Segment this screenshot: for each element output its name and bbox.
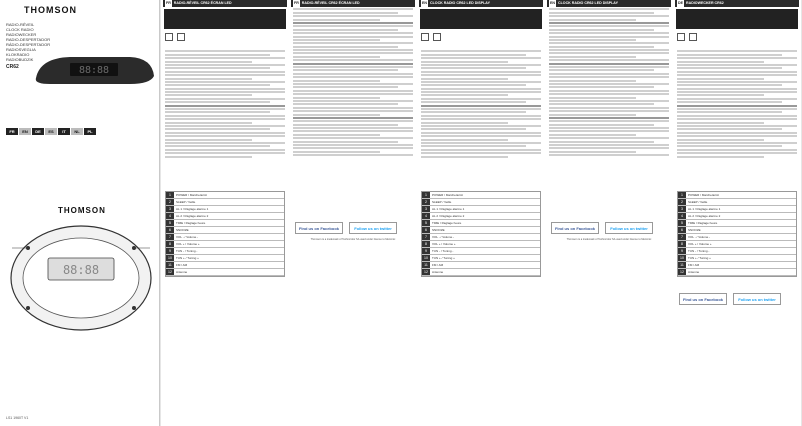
- svg-text:88:88: 88:88: [62, 263, 100, 277]
- language-tab: DE: [32, 128, 44, 135]
- facebook-badge: Find us on Facebook: [295, 222, 343, 234]
- legend-row: 5 TIME / Réglage heure: [166, 220, 284, 227]
- controls-legend-table: [677, 191, 797, 277]
- manual-column: [419, 0, 543, 426]
- product-title: RADIO-DESPERTADOR: [6, 37, 51, 42]
- product-title: RÁDIO-DESPERTADOR: [6, 42, 51, 47]
- column-header: DE RADIOWECKER CR62: [675, 0, 799, 7]
- legend-row: 2 SLEEP / Veille: [166, 199, 284, 206]
- legend-row: 4 AL 2 / Réglage alarme 2: [422, 213, 540, 220]
- legend-row: 9 TUN - / Tuning -: [678, 248, 796, 255]
- legend-row: 5 TIME / Réglage heure: [422, 220, 540, 227]
- legend-row: 11 FM / AM: [166, 262, 284, 269]
- social-links: [551, 222, 667, 234]
- twitter-badge: Follow us on twitter: [733, 293, 781, 305]
- legend-row: 4 AL 2 / Réglage alarme 2: [678, 213, 796, 220]
- legend-row: 2 SLEEP / Veille: [422, 199, 540, 206]
- controls-legend-table: [165, 191, 285, 277]
- manual-column: [291, 0, 415, 426]
- legend-row: 11 FM / AM: [678, 262, 796, 269]
- legend-row: 11 FM / AM: [422, 262, 540, 269]
- controls-legend-table: [421, 191, 541, 277]
- legend-row: 12 Antenne: [678, 269, 796, 276]
- legend-row: 2 SLEEP / Veille: [678, 199, 796, 206]
- product-title: RADIOWECKER: [6, 32, 37, 37]
- legend-row: 10 TUN + / Tuning +: [166, 255, 284, 262]
- product-title: RADIO-RÉVEIL: [6, 22, 35, 27]
- document-code: LS1 1960T V1: [6, 416, 29, 420]
- legend-row: 8 VOL + / Volume +: [678, 241, 796, 248]
- column-header: EN CLOCK RADIO CR62 LED DISPLAY: [419, 0, 543, 7]
- legend-row: 4 AL 2 / Réglage alarme 2: [166, 213, 284, 220]
- legend-row: 7 VOL - / Volume -: [678, 234, 796, 241]
- legend-row: 1 POWER / Marche/arrêt: [166, 192, 284, 199]
- trademark-notice: Thomson is a trademark of Technicolor SA used under license to Metronic: [566, 237, 652, 241]
- svg-text:88:88: 88:88: [78, 65, 110, 76]
- clock-radio-diagram: [8, 218, 154, 336]
- legend-row: 12 Antenne: [166, 269, 284, 276]
- language-tab: IT: [58, 128, 70, 135]
- warning-icon: [165, 33, 173, 41]
- trademark-notice: Thomson is a trademark of Technicolor SA used under license to Metronic: [310, 237, 396, 241]
- recycle-icon: [433, 33, 441, 41]
- manual-column: [163, 0, 287, 426]
- warning-block: [164, 9, 286, 29]
- legend-row: 10 TUN + / Tuning +: [678, 255, 796, 262]
- legend-row: 12 Antenne: [422, 269, 540, 276]
- legend-row: 1 POWER / Marche/arrêt: [422, 192, 540, 199]
- legend-row: 3 AL 1 / Réglage alarme 1: [166, 206, 284, 213]
- legend-row: 7 VOL - / Volume -: [422, 234, 540, 241]
- clock-radio-product-image: [30, 54, 156, 86]
- warning-block: [420, 9, 542, 29]
- legend-row: 6 SNOOZE: [166, 227, 284, 234]
- twitter-badge: Follow us on twitter: [605, 222, 653, 234]
- recycle-icon: [177, 33, 185, 41]
- legend-row: 7 VOL - / Volume -: [166, 234, 284, 241]
- column-header: FR RADIO-RÉVEIL CR62 ÉCRAN LED: [291, 0, 415, 7]
- legend-row: 9 TUN - / Tuning -: [166, 248, 284, 255]
- legend-row: 6 SNOOZE: [422, 227, 540, 234]
- language-tab: ES: [45, 128, 57, 135]
- language-tab: EN: [19, 128, 31, 135]
- language-tab: PL: [84, 128, 96, 135]
- column-header: EN CLOCK RADIO CR62 LED DISPLAY: [547, 0, 671, 7]
- cover-panel: [0, 0, 160, 426]
- product-title: CLOCK RADIO: [6, 27, 34, 32]
- legend-row: 3 AL 1 / Réglage alarme 1: [422, 206, 540, 213]
- language-selector-bar: [6, 128, 96, 135]
- legend-row: 8 VOL + / Volume +: [422, 241, 540, 248]
- recycle-icon: [689, 33, 697, 41]
- language-tab: NL: [71, 128, 83, 135]
- warning-icon: [677, 33, 685, 41]
- legend-row: 1 POWER / Marche/arrêt: [678, 192, 796, 199]
- warning-icon: [421, 33, 429, 41]
- column-header: [163, 0, 287, 7]
- product-title: RADIOBUDZIK: [6, 57, 34, 62]
- warning-block: [676, 9, 798, 29]
- product-title: KLOKRADIO: [6, 52, 30, 57]
- facebook-badge: Find us on Facebook: [679, 293, 727, 305]
- product-title: RADIOSVEGLIA: [6, 47, 36, 52]
- twitter-badge: Follow us on twitter: [349, 222, 397, 234]
- manual-spread: [161, 0, 801, 426]
- social-links: [295, 222, 411, 234]
- legend-row: 9 TUN - / Tuning -: [422, 248, 540, 255]
- column-title: RADIO-RÉVEIL CR62 ÉCRAN LED: [173, 1, 232, 5]
- language-tab: FR: [6, 128, 18, 135]
- brand-logo-secondary: THOMSON: [58, 206, 106, 215]
- social-links: [679, 293, 795, 305]
- manual-column: [675, 0, 799, 426]
- language-tag: FR: [166, 1, 171, 5]
- facebook-badge: Find us on Facebook: [551, 222, 599, 234]
- brand-logo: THOMSON: [24, 5, 77, 15]
- manual-column: [547, 0, 671, 426]
- legend-row: 10 TUN + / Tuning +: [422, 255, 540, 262]
- legend-row: 3 AL 1 / Réglage alarme 1: [678, 206, 796, 213]
- legend-row: 5 TIME / Réglage heure: [678, 220, 796, 227]
- legend-row: 6 SNOOZE: [678, 227, 796, 234]
- model-number: CR62: [6, 64, 19, 70]
- legend-row: 8 VOL + / Volume +: [166, 241, 284, 248]
